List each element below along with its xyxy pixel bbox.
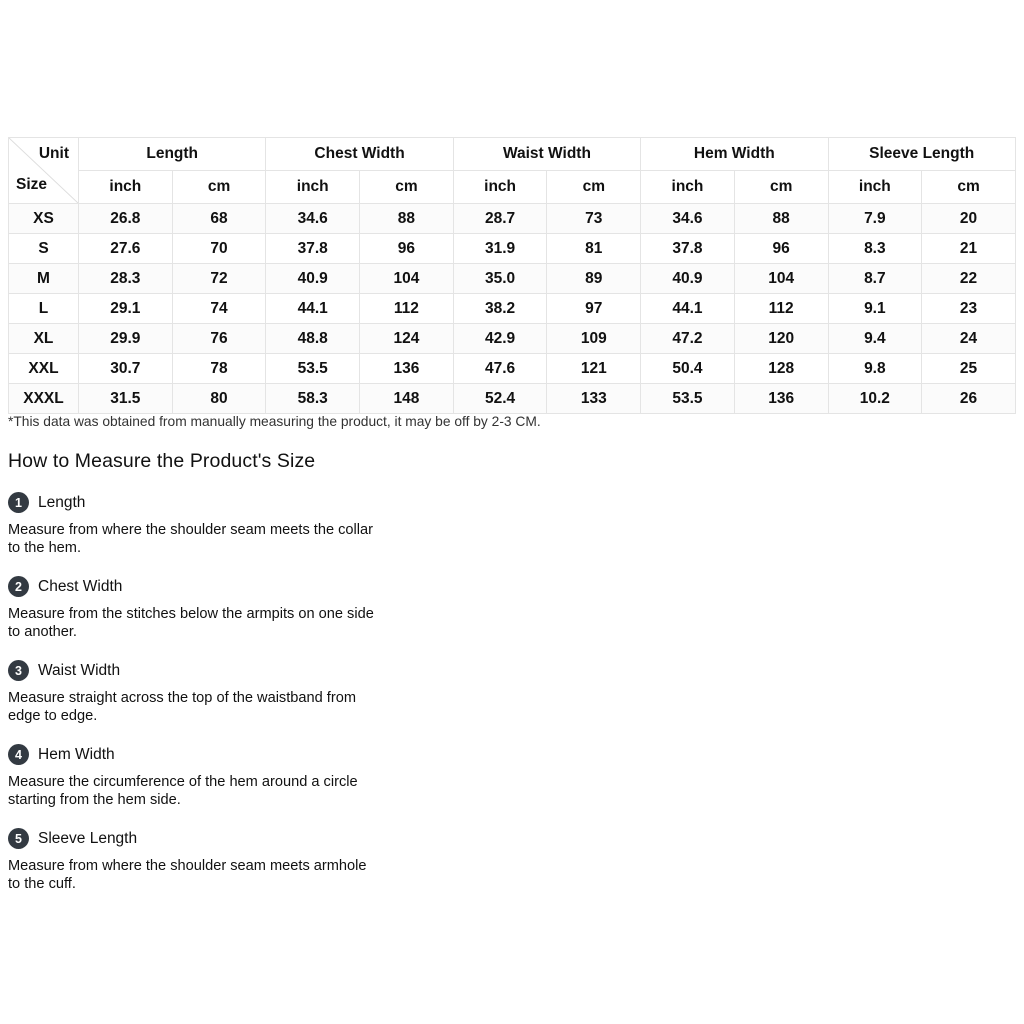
measurement-value-cell: 120 bbox=[734, 324, 828, 354]
measurement-value-cell: 44.1 bbox=[641, 294, 735, 324]
table-row bbox=[9, 354, 1016, 384]
measurement-value-cell: 27.6 bbox=[79, 234, 173, 264]
measurement-disclaimer-note: *This data was obtained from manually measuring the product, it may be off by 2-3 CM. bbox=[8, 414, 541, 429]
unit-header-cell: cm bbox=[547, 171, 641, 204]
measurement-value-cell: 112 bbox=[734, 294, 828, 324]
measurement-value-cell: 35.0 bbox=[453, 264, 547, 294]
step-number-badge: 1 bbox=[8, 492, 29, 513]
size-chart-body bbox=[9, 204, 1016, 414]
size-label-cell: M bbox=[9, 264, 79, 294]
measurement-value-cell: 24 bbox=[922, 324, 1016, 354]
measurement-value-cell: 47.2 bbox=[641, 324, 735, 354]
measurement-value-cell: 29.1 bbox=[79, 294, 173, 324]
measurement-value-cell: 97 bbox=[547, 294, 641, 324]
measurement-value-cell: 52.4 bbox=[453, 384, 547, 414]
measurement-value-cell: 80 bbox=[172, 384, 266, 414]
measurement-value-cell: 7.9 bbox=[828, 204, 922, 234]
unit-header-cell: inch bbox=[79, 171, 173, 204]
measurement-value-cell: 38.2 bbox=[453, 294, 547, 324]
measurement-value-cell: 37.8 bbox=[641, 234, 735, 264]
measure-item bbox=[8, 660, 428, 725]
measurement-value-cell: 10.2 bbox=[828, 384, 922, 414]
measure-item-label: Length bbox=[38, 493, 86, 511]
measurement-value-cell: 89 bbox=[547, 264, 641, 294]
measurement-value-cell: 58.3 bbox=[266, 384, 360, 414]
measurement-value-cell: 30.7 bbox=[79, 354, 173, 384]
measurement-value-cell: 9.1 bbox=[828, 294, 922, 324]
measurement-value-cell: 40.9 bbox=[266, 264, 360, 294]
unit-header-cell: inch bbox=[453, 171, 547, 204]
column-group-header: Sleeve Length bbox=[828, 138, 1015, 171]
measurement-value-cell: 8.7 bbox=[828, 264, 922, 294]
measure-item-description: Measure from where the shoulder seam meets the collar to the hem. bbox=[8, 522, 374, 556]
corner-size-label: Size bbox=[16, 176, 48, 193]
group-header-row bbox=[9, 138, 1016, 171]
measure-item-label: Hem Width bbox=[38, 745, 115, 763]
table-row bbox=[9, 384, 1016, 414]
measure-item-header bbox=[8, 576, 428, 597]
measure-item-label: Sleeve Length bbox=[38, 829, 138, 847]
measure-item bbox=[8, 492, 428, 557]
measurement-value-cell: 96 bbox=[734, 234, 828, 264]
measurement-value-cell: 40.9 bbox=[641, 264, 735, 294]
measurement-value-cell: 9.4 bbox=[828, 324, 922, 354]
measurement-value-cell: 48.8 bbox=[266, 324, 360, 354]
table-row bbox=[9, 324, 1016, 354]
measurement-value-cell: 28.7 bbox=[453, 204, 547, 234]
measure-item-header bbox=[8, 828, 428, 849]
measurement-value-cell: 72 bbox=[172, 264, 266, 294]
measurement-value-cell: 124 bbox=[360, 324, 454, 354]
unit-header-row bbox=[9, 171, 1016, 204]
measurement-value-cell: 34.6 bbox=[266, 204, 360, 234]
measurement-value-cell: 34.6 bbox=[641, 204, 735, 234]
measurement-value-cell: 8.3 bbox=[828, 234, 922, 264]
measurement-value-cell: 29.9 bbox=[79, 324, 173, 354]
measurement-value-cell: 47.6 bbox=[453, 354, 547, 384]
measurement-value-cell: 31.5 bbox=[79, 384, 173, 414]
measurement-value-cell: 21 bbox=[922, 234, 1016, 264]
measure-item bbox=[8, 576, 428, 641]
measure-item-label: Waist Width bbox=[38, 661, 121, 679]
unit-header-cell: cm bbox=[172, 171, 266, 204]
measurement-value-cell: 128 bbox=[734, 354, 828, 384]
unit-header-cell: cm bbox=[922, 171, 1016, 204]
measurement-value-cell: 25 bbox=[922, 354, 1016, 384]
table-row bbox=[9, 264, 1016, 294]
measure-item-description: Measure from where the shoulder seam meets armhole to the cuff. bbox=[8, 858, 367, 892]
how-to-measure-section bbox=[8, 450, 428, 893]
measurement-value-cell: 136 bbox=[734, 384, 828, 414]
size-chart-header bbox=[9, 138, 1016, 204]
column-group-header: Length bbox=[79, 138, 266, 171]
size-chart-table bbox=[8, 137, 1016, 414]
unit-header-cell: cm bbox=[360, 171, 454, 204]
measure-item-description: Measure the circumference of the hem around a circle starting from the hem side. bbox=[8, 774, 358, 808]
measurement-value-cell: 28.3 bbox=[79, 264, 173, 294]
measure-item-header bbox=[8, 660, 428, 681]
measurement-value-cell: 68 bbox=[172, 204, 266, 234]
measurement-value-cell: 22 bbox=[922, 264, 1016, 294]
measurement-value-cell: 53.5 bbox=[266, 354, 360, 384]
measure-item-description: Measure straight across the top of the waistband from edge to edge. bbox=[8, 690, 356, 724]
size-label-cell: XXXL bbox=[9, 384, 79, 414]
how-to-measure-title: How to Measure the Product's Size bbox=[8, 450, 316, 472]
size-label-cell: XL bbox=[9, 324, 79, 354]
measurement-value-cell: 70 bbox=[172, 234, 266, 264]
measurement-value-cell: 78 bbox=[172, 354, 266, 384]
size-label-cell: S bbox=[9, 234, 79, 264]
measurement-value-cell: 148 bbox=[360, 384, 454, 414]
unit-header-cell: inch bbox=[641, 171, 735, 204]
column-group-header: Chest Width bbox=[266, 138, 453, 171]
measurement-value-cell: 44.1 bbox=[266, 294, 360, 324]
measurement-value-cell: 73 bbox=[547, 204, 641, 234]
measurement-value-cell: 81 bbox=[547, 234, 641, 264]
measurement-value-cell: 53.5 bbox=[641, 384, 735, 414]
unit-header-cell: inch bbox=[266, 171, 360, 204]
column-group-header: Waist Width bbox=[453, 138, 640, 171]
measurement-value-cell: 42.9 bbox=[453, 324, 547, 354]
measurement-value-cell: 133 bbox=[547, 384, 641, 414]
size-label-cell: XXL bbox=[9, 354, 79, 384]
measurement-value-cell: 112 bbox=[360, 294, 454, 324]
measurement-value-cell: 37.8 bbox=[266, 234, 360, 264]
step-number-badge: 3 bbox=[8, 660, 29, 681]
measurement-value-cell: 20 bbox=[922, 204, 1016, 234]
measurement-value-cell: 74 bbox=[172, 294, 266, 324]
measurement-value-cell: 26 bbox=[922, 384, 1016, 414]
measurement-value-cell: 109 bbox=[547, 324, 641, 354]
measurement-value-cell: 50.4 bbox=[641, 354, 735, 384]
measure-item bbox=[8, 828, 428, 893]
measurement-value-cell: 136 bbox=[360, 354, 454, 384]
measurement-value-cell: 31.9 bbox=[453, 234, 547, 264]
step-number-badge: 4 bbox=[8, 744, 29, 765]
measurement-value-cell: 121 bbox=[547, 354, 641, 384]
size-label-cell: L bbox=[9, 294, 79, 324]
measure-item-header bbox=[8, 492, 428, 513]
measurement-value-cell: 104 bbox=[360, 264, 454, 294]
measurement-value-cell: 88 bbox=[360, 204, 454, 234]
unit-header-cell: cm bbox=[734, 171, 828, 204]
measurement-value-cell: 9.8 bbox=[828, 354, 922, 384]
measurement-value-cell: 23 bbox=[922, 294, 1016, 324]
measurement-value-cell: 104 bbox=[734, 264, 828, 294]
measure-item-header bbox=[8, 744, 428, 765]
measure-item-description: Measure from the stitches below the armpits on one side to another. bbox=[8, 606, 374, 640]
size-chart-table-wrap bbox=[8, 137, 1015, 414]
table-row bbox=[9, 204, 1016, 234]
measurement-value-cell: 76 bbox=[172, 324, 266, 354]
measurement-value-cell: 26.8 bbox=[79, 204, 173, 234]
size-label-cell: XS bbox=[9, 204, 79, 234]
unit-header-cell: inch bbox=[828, 171, 922, 204]
corner-cell bbox=[9, 138, 79, 204]
corner-unit-label: Unit bbox=[38, 145, 69, 162]
step-number-badge: 5 bbox=[8, 828, 29, 849]
step-number-badge: 2 bbox=[8, 576, 29, 597]
table-row bbox=[9, 234, 1016, 264]
measure-item-label: Chest Width bbox=[38, 577, 123, 595]
measure-item bbox=[8, 744, 428, 809]
measurement-value-cell: 96 bbox=[360, 234, 454, 264]
measurement-value-cell: 88 bbox=[734, 204, 828, 234]
measure-items-list bbox=[8, 492, 428, 893]
column-group-header: Hem Width bbox=[641, 138, 828, 171]
table-row bbox=[9, 294, 1016, 324]
